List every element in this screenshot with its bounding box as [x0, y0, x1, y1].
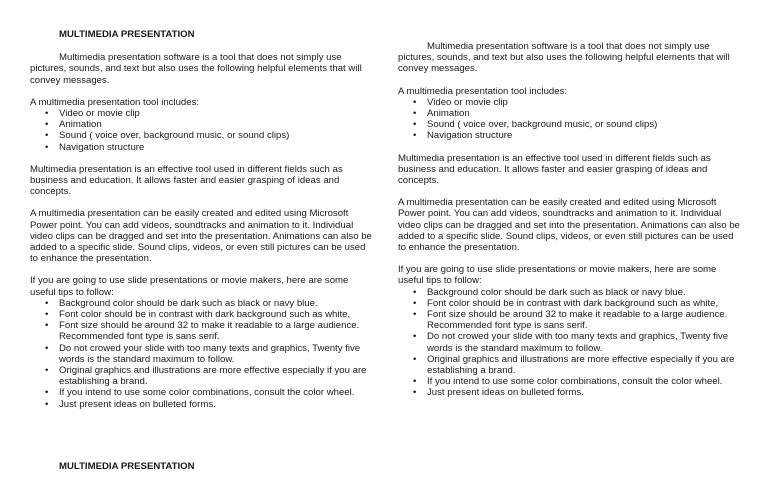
list-item	[30, 320, 375, 342]
list-item-text: Do not crowed your slide with too many texts and graphics, Twenty five words is the standard maximum to follow.	[427, 331, 729, 354]
list-item	[398, 119, 743, 130]
list-item	[398, 376, 743, 387]
list-item	[398, 97, 743, 108]
bullet-icon: •	[45, 320, 49, 332]
list-item	[398, 287, 743, 298]
tips-heading: If you are going to use slide presentations or movie makers, here are some useful tips to follow:	[30, 275, 349, 298]
bullet-icon: •	[45, 119, 49, 131]
list-item-text: Font color should be in contrast with dark background such as white,	[427, 297, 719, 309]
list-item	[398, 331, 743, 353]
bullet-icon: •	[413, 297, 417, 309]
body-paragraph: A multimedia presentation can be easily created and edited using Microsoft Power point. You can add videos, soundtracks and animation to it. Individual video clips can be dragged and set into the presentation. Animations can also be added to a specific slide. Sound clips, videos, or even still pictures can be used to enhance the presentation.	[398, 197, 740, 254]
page-title: MULTIMEDIA PRESENTATION	[59, 29, 195, 40]
intro-paragraph: Multimedia presentation software is a tool that does not simply use pictures, sounds, and text but also uses the following helpful elements that will convey messages.	[30, 52, 362, 86]
list-item-text: Navigation structure	[59, 141, 145, 153]
tips-list	[398, 287, 743, 399]
list-item-text: Sound ( voice over, background music, or sound clips)	[427, 119, 658, 131]
bullet-icon: •	[413, 331, 417, 343]
list-item-text: Background color should be dark such as black or navy blue.	[427, 286, 686, 298]
bullet-icon: •	[413, 309, 417, 321]
list-item	[30, 309, 375, 320]
list-item-text: Just present ideas on bulleted forms.	[59, 398, 216, 410]
bullet-icon: •	[413, 353, 417, 365]
list-item-text: Background color should be dark such as black or navy blue.	[59, 297, 318, 309]
bullet-icon: •	[413, 119, 417, 131]
list-item	[398, 108, 743, 119]
list-item	[30, 343, 375, 365]
bullet-icon: •	[413, 96, 417, 108]
list-item	[30, 365, 375, 387]
tips-heading: If you are going to use slide presentations or movie makers, here are some useful tips to follow:	[398, 264, 717, 287]
list-item-text: Do not crowed your slide with too many texts and graphics, Twenty five words is the standard maximum to follow.	[59, 342, 361, 365]
list-item	[398, 387, 743, 398]
includes-list	[398, 97, 743, 142]
includes-heading: A multimedia presentation tool includes:	[398, 85, 568, 97]
bullet-icon: •	[45, 365, 49, 377]
list-item	[398, 309, 743, 331]
list-item-text: Original graphics and illustrations are more effective especially if you are establishing a brand.	[427, 353, 735, 377]
bullet-icon: •	[413, 130, 417, 142]
list-item-text: Animation	[59, 119, 102, 131]
bullet-icon: •	[45, 309, 49, 321]
bullet-icon: •	[45, 141, 49, 153]
list-item	[398, 354, 743, 376]
includes-list	[30, 108, 375, 153]
list-item-text: Video or movie clip	[59, 108, 140, 120]
body-paragraph: Multimedia presentation is an effective tool used in different fields such as business and education. It allows faster and easier grasping of ideas and concepts.	[398, 152, 711, 187]
tips-list	[30, 298, 375, 410]
list-item-text: Font size should be around 32 to make it readable to a large audience. Recommended font type is sans serif.	[59, 320, 360, 343]
right-column	[398, 41, 743, 399]
list-item	[30, 142, 375, 153]
bullet-icon: •	[45, 108, 49, 120]
list-item-text: Navigation structure	[427, 130, 513, 142]
list-item	[30, 298, 375, 309]
list-item-text: If you intend to use some color combinations, consult the color wheel.	[59, 387, 355, 399]
list-item-text: Just present ideas on bulleted forms.	[427, 387, 584, 399]
list-item-text: If you intend to use some color combinations, consult the color wheel.	[427, 376, 723, 388]
body-paragraph: Multimedia presentation is an effective tool used in different fields such as business and education. It allows faster and easier grasping of ideas and concepts.	[30, 163, 343, 198]
list-item-text: Animation	[427, 108, 470, 120]
list-item-text: Video or movie clip	[427, 96, 508, 108]
list-item	[398, 130, 743, 141]
includes-heading: A multimedia presentation tool includes:	[30, 96, 200, 108]
bullet-icon: •	[45, 130, 49, 142]
list-item	[30, 130, 375, 141]
bullet-icon: •	[45, 297, 49, 309]
body-paragraph: A multimedia presentation can be easily created and edited using Microsoft Power point. You can add videos, soundtracks and animation to it. Individual video clips can be dragged and set into the presentation. Animations can also be added to a specific slide. Sound clips, videos, or even still pictures can be used to enhance the presentation.	[30, 208, 372, 265]
list-item	[398, 298, 743, 309]
list-item	[30, 119, 375, 130]
list-item	[30, 387, 375, 398]
intro-paragraph: Multimedia presentation software is a tool that does not simply use pictures, sounds, and text but also uses the following helpful elements that will convey messages.	[398, 41, 730, 75]
bullet-icon: •	[413, 108, 417, 120]
list-item-text: Sound ( voice over, background music, or sound clips)	[59, 130, 290, 142]
list-item	[30, 399, 375, 410]
list-item-text: Font color should be in contrast with dark background such as white,	[59, 309, 351, 321]
bullet-icon: •	[413, 387, 417, 399]
bullet-icon: •	[413, 376, 417, 388]
list-item-text: Font size should be around 32 to make it readable to a large audience. Recommended font type is sans serif.	[427, 309, 728, 332]
list-item-text: Original graphics and illustrations are more effective especially if you are establishing a brand.	[59, 365, 367, 388]
left-column	[30, 29, 375, 410]
bullet-icon: •	[413, 286, 417, 298]
bullet-icon: •	[45, 387, 49, 399]
list-item	[30, 108, 375, 119]
bullet-icon: •	[45, 398, 49, 410]
bullet-icon: •	[45, 342, 49, 354]
next-page-title: MULTIMEDIA PRESENTATION	[59, 461, 195, 472]
